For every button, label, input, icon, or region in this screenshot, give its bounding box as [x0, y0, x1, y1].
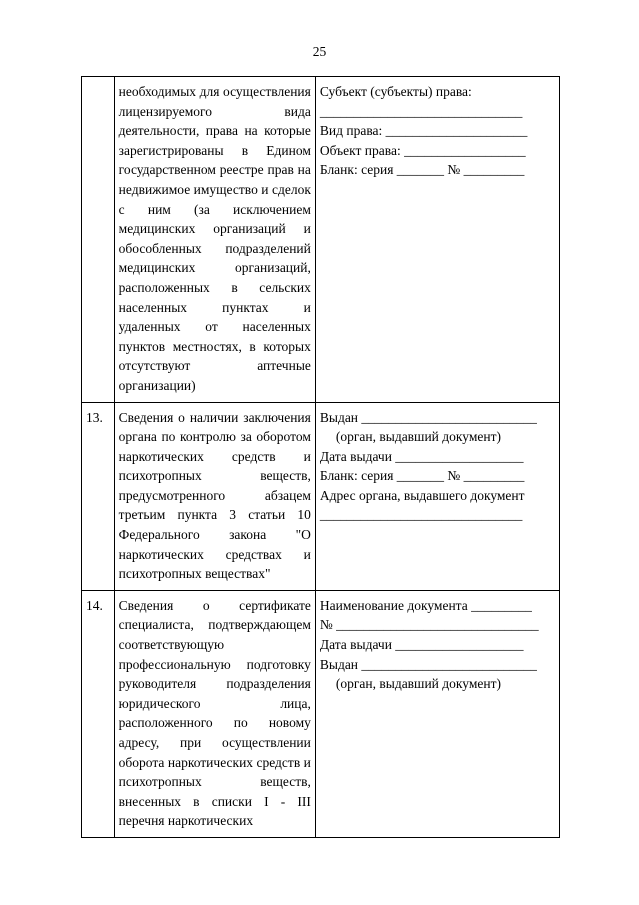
field-line: ______________________________: [319, 103, 523, 119]
field-line: Объект права: __________________: [319, 142, 526, 158]
field-line: Бланк: серия _______ № _________: [319, 468, 525, 484]
field-line: ______________________________: [319, 507, 523, 523]
field-line: Дата выдачи ___________________: [319, 448, 524, 464]
field-caption: (орган, выдавший документ): [335, 429, 501, 445]
table-row: [82, 402, 560, 590]
field-line: № ______________________________: [319, 617, 539, 633]
row-description: Сведения о сертификате специалиста, подтверждающем соответствующую профессиональную подготовку руководителя подразделения юридического лица, расположенного по новому адресу, при осуществлении оборота наркотических средств и психотропных веществ, внесенных в списки I - III перечня наркотических: [114, 590, 315, 837]
row-fields: [315, 77, 559, 403]
table-row: [82, 77, 560, 403]
field-line: Адрес органа, выдавшего документ: [319, 487, 525, 503]
row-description: необходимых для осуществления лицензируемого вида деятельности, права на которые зарегистрированы в Едином государственном реестре прав на недвижимое имущество и сделок с ним (за исключением медицинских организаций и обособленных подразделений медицинских организаций, расположенных в сельских населенных пунктах и удаленных от населенных пунктов местностях, в которых отсутствуют аптечные организации): [114, 77, 315, 403]
row-number: 14.: [82, 590, 115, 837]
row-fields: [315, 590, 559, 837]
row-number: [82, 77, 115, 403]
requirements-table: [81, 76, 560, 838]
row-number: 13.: [82, 402, 115, 590]
field-caption: (орган, выдавший документ): [335, 676, 501, 692]
field-line: Выдан __________________________: [319, 656, 537, 672]
field-line: Субъект (субъекты) права:: [319, 84, 472, 99]
field-line: Выдан __________________________: [319, 409, 537, 425]
field-line: Вид права: _____________________: [319, 123, 528, 139]
field-line: Наименование документа _________: [319, 597, 532, 613]
field-line: Дата выдачи ___________________: [319, 637, 524, 653]
row-fields: [315, 402, 559, 590]
page-number: 25: [312, 44, 327, 59]
table-row: [82, 590, 560, 837]
row-description: Сведения о наличии заключения органа по контролю за оборотом наркотических средств и психотропных веществ, предусмотренного абзацем третьим пункта 3 статьи 10 Федерального закона "О наркотических средствах и психотропных веществах": [114, 402, 315, 590]
field-line: Бланк: серия _______ № _________: [319, 162, 525, 178]
